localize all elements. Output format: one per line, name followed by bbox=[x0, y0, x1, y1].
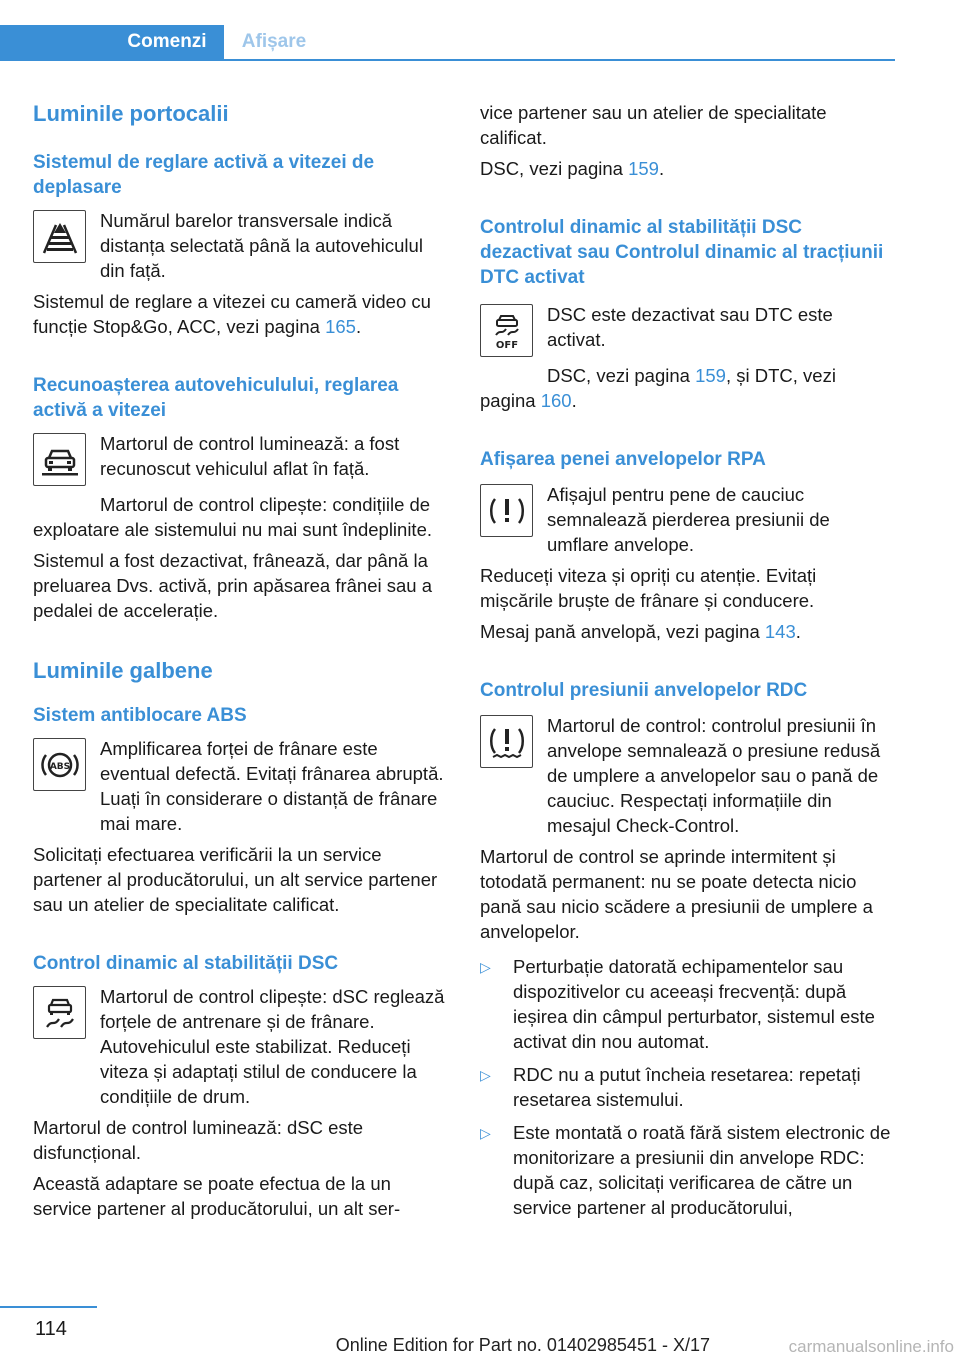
heading-orange-lights: Luminile portocalii bbox=[33, 101, 229, 126]
vehicle-detected-svg bbox=[40, 440, 80, 480]
tire-pressure-icon bbox=[480, 715, 533, 768]
rdc-block bbox=[480, 713, 894, 838]
list-item bbox=[480, 954, 894, 1054]
bullet-triangle-icon: ▷ bbox=[480, 959, 491, 975]
acc-indicator-text: Numărul barelor transversale indică distanța selectată până la autovehiculul din față. bbox=[100, 210, 423, 281]
spacer bbox=[33, 923, 447, 951]
right-column bbox=[480, 100, 894, 1228]
dsc-dtc-ref-text-b: , și DTC, vezi pagina bbox=[480, 365, 836, 411]
tire-warning-icon bbox=[480, 484, 533, 537]
rdc-cause-list bbox=[480, 954, 894, 1220]
tire-pressure-svg bbox=[487, 722, 527, 762]
page-link-159b[interactable]: 159 bbox=[695, 365, 726, 386]
dsc-dtc-ref-end: . bbox=[571, 390, 577, 411]
spacer bbox=[480, 187, 894, 215]
dsc-off-block bbox=[480, 302, 894, 357]
abs-icon bbox=[33, 738, 86, 791]
page-link-143[interactable]: 143 bbox=[764, 621, 796, 642]
abs-service: Solicitați efectuarea verificării la un service partener al producătorului, un alt service partener sau un atelier de specialitate calificat. bbox=[33, 844, 438, 915]
watermark: carmanualsonline.info bbox=[788, 1337, 954, 1356]
abs-svg bbox=[40, 745, 80, 785]
tab-afisare[interactable] bbox=[224, 25, 324, 59]
spacer bbox=[33, 345, 447, 373]
left-column bbox=[33, 100, 447, 1227]
spacer bbox=[480, 650, 894, 678]
dsc-dtc-reference bbox=[480, 363, 894, 413]
dsc-off-label: OFF bbox=[495, 339, 518, 351]
rpa-reference-text: Mesaj pană anvelopă, vezi pagina bbox=[480, 621, 765, 642]
rpa-reference bbox=[480, 619, 894, 644]
acc-reference bbox=[33, 289, 447, 339]
tab-afisare-label: Afișare bbox=[241, 31, 307, 52]
heading-yellow-lights: Luminile galbene bbox=[33, 658, 213, 683]
rpa-block bbox=[480, 482, 894, 557]
vehicle-detected-icon bbox=[33, 433, 86, 486]
list-item bbox=[480, 1062, 894, 1112]
vehicle-detection-blink: Martorul de control clipește: condițiile de exploatare ale sistemului nu mai sunt îndeplinite. bbox=[33, 494, 433, 540]
list-item-text: Este montată o roată fără sistem electronic de monitorizare a presiunii din anvelope RDC: după caz, solicitați verificarea de către un service partener al producătorului, bbox=[513, 1122, 891, 1218]
rpa-reference-end: . bbox=[795, 621, 801, 642]
dsc-off-svg bbox=[487, 311, 527, 351]
acc-distance-icon bbox=[33, 210, 86, 263]
dsc-off-icon bbox=[480, 304, 533, 357]
tab-underline bbox=[0, 59, 895, 61]
acc-distance-svg bbox=[40, 217, 80, 257]
heading-rdc: Controlul presiunii anvelopelor RDC bbox=[480, 680, 808, 701]
abs-text: Amplificarea forței de frânare este eventual defectă. Evitați frânarea abruptă. Luați în considerare o distanță de frânare mai mare. bbox=[100, 738, 444, 834]
rpa-advice: Reduceți viteza și opriți cu atenție. Evitați mișcările bruște de frânare și conducere. bbox=[480, 565, 817, 611]
page-link-165[interactable]: 165 bbox=[325, 316, 356, 337]
page-link-159[interactable]: 159 bbox=[628, 158, 659, 179]
vehicle-detection-block bbox=[33, 431, 447, 486]
dsc-svg bbox=[40, 993, 80, 1033]
page-number-rule bbox=[0, 1306, 97, 1308]
svg-text:ABS: ABS bbox=[49, 761, 70, 772]
list-item-text: Perturbație datorată echipamentelor sau dispozitivelor cu aceeași frecvență: după ieșirea din câmpul perturbator, sistemul este activat din nou automat. bbox=[513, 956, 875, 1052]
tire-warning-svg bbox=[487, 491, 527, 531]
tab-comenzi-label: Comenzi bbox=[127, 31, 207, 52]
vehicle-detection-text: Martorul de control luminează: a fost recunoscut vehiculul aflat în față. bbox=[100, 433, 400, 479]
dsc-off-text: DSC este dezactivat sau DTC este activat. bbox=[547, 304, 833, 350]
heading-abs: Sistem antiblocare ABS bbox=[33, 705, 247, 726]
dsc-text: Martorul de control clipește: dSC reglează forțele de antrenare și de frânare. Autovehiculul este stabilizat. Reduceți viteza și adaptați stilul de conducere la condițiile de drum. bbox=[100, 986, 445, 1107]
list-item bbox=[480, 1120, 894, 1220]
acc-reference-text: Sistemul de reglare a vitezei cu cameră video cu funcție Stop&Go, ACC, vezi pagina bbox=[33, 291, 431, 337]
list-item-text: RDC nu a putut încheia resetarea: repetați resetarea sistemului. bbox=[513, 1064, 861, 1110]
heading-vehicle-detection: Recunoașterea autovehiculului, reglarea activă a vitezei bbox=[33, 375, 399, 421]
bullet-triangle-icon: ▷ bbox=[480, 1067, 491, 1083]
page-number: 114 bbox=[35, 1318, 67, 1340]
spacer bbox=[480, 419, 894, 447]
acc-indicator-block bbox=[33, 208, 447, 283]
dsc-dtc-ref-text-a: DSC, vezi pagina bbox=[547, 365, 696, 386]
rdc-text: Martorul de control: controlul presiunii în anvelope semnalează o presiune redusă de umplere a anvelopelor sau o pană de cauciuc. Respectați informațiile din mesajul Check-Control. bbox=[547, 715, 881, 836]
dsc-reference bbox=[480, 156, 894, 181]
dsc-icon bbox=[33, 986, 86, 1039]
acc-reference-end: . bbox=[355, 316, 362, 337]
heading-dsc-off: Controlul dinamic al stabilității DSC dezactivat sau Controlul dinamic al tracțiunii DTC activat bbox=[480, 217, 884, 288]
dsc-block bbox=[33, 984, 447, 1109]
chapter-tabbar bbox=[0, 25, 895, 61]
dsc-service-cont: vice partener sau un atelier de specialitate calificat. bbox=[480, 102, 827, 148]
tab-comenzi[interactable] bbox=[0, 25, 224, 59]
heading-rpa: Afișarea penei anvelopelor RPA bbox=[480, 449, 766, 470]
dsc-service: Această adaptare se poate efectua de la un service partener al producătorului, un alt ser- bbox=[33, 1173, 401, 1219]
vehicle-detection-deactivated: Sistemul a fost dezactivat, frânează, dar până la preluarea Dvs. activă, prin apăsarea frânei sau a pedalei de accelerație. bbox=[33, 550, 432, 621]
heading-acc: Sistemul de reglare activă a vitezei de deplasare bbox=[33, 152, 375, 198]
page-link-160[interactable]: 160 bbox=[540, 390, 572, 411]
heading-dsc: Control dinamic al stabilității DSC bbox=[33, 953, 339, 974]
spacer bbox=[33, 629, 447, 657]
dsc-reference-end: . bbox=[658, 158, 665, 179]
rdc-blinking: Martorul de control se aprinde intermitent și totodată permanent: nu se poate detecta nicio pană sau nicio scădere a presiunii de umplere a anvelopelor. bbox=[480, 846, 873, 942]
dsc-reference-text: DSC, vezi pagina bbox=[480, 158, 629, 179]
rpa-text: Afișajul pentru pene de cauciuc semnalează pierderea presiunii de umflare anvelope. bbox=[547, 484, 830, 555]
bullet-triangle-icon: ▷ bbox=[480, 1125, 491, 1141]
edition-footer: Online Edition for Part no. 01402985451 - X/17 bbox=[335, 1335, 710, 1355]
dsc-malfunction: Martorul de control luminează: dSC este disfuncțional. bbox=[33, 1117, 364, 1163]
abs-block bbox=[33, 736, 447, 836]
